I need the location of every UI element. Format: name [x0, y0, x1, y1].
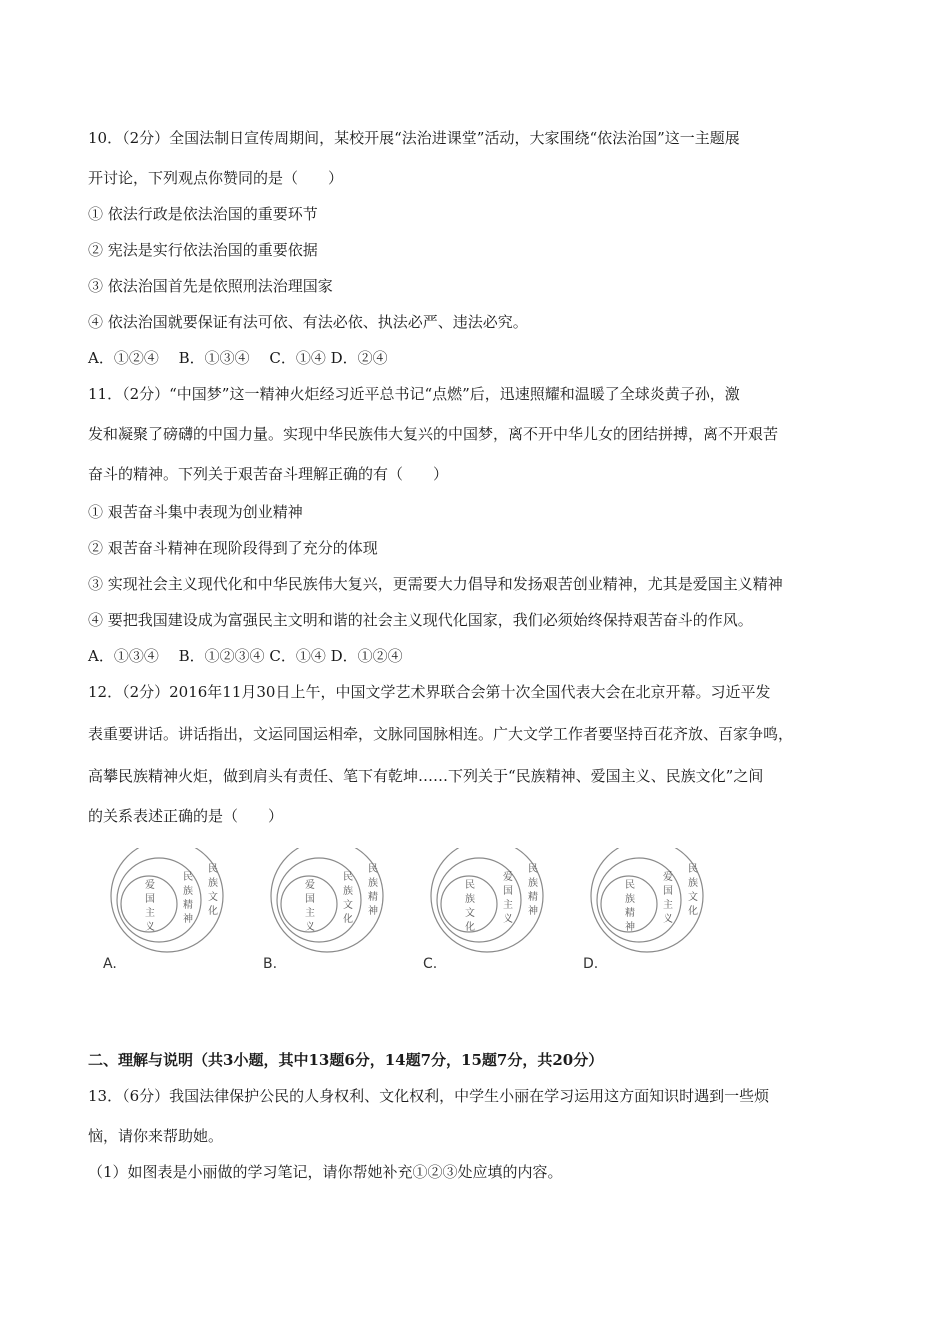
diagram-option-d [575, 848, 715, 978]
diagram-b-mid-3: 文 [343, 900, 353, 911]
diagram-c-mid-3: 主 [503, 900, 513, 911]
diagram-c-outer-3: 精 [528, 892, 538, 903]
diagram-b-inner-2: 国 [305, 894, 315, 905]
diagram-b-mid-1: 民 [343, 872, 353, 883]
diagram-a-inner-2: 国 [145, 894, 155, 905]
diagram-a-outer-2: 族 [208, 878, 218, 889]
diagram-b-mid-2: 族 [343, 886, 353, 897]
diagram-c-inner-1: 民 [465, 880, 475, 891]
diagram-b-inner-4: 义 [305, 922, 315, 933]
nested-circles-d [575, 848, 715, 958]
q10-item-4: ④ 依法治国就要保证有法可依、有法必依、执法必严、违法必究。 [88, 313, 528, 331]
q10-stem-line-2: 开讨论，下列观点你赞同的是（ ） [88, 169, 344, 187]
q11-item-3: ③ 实现社会主义现代化和中华民族伟大复兴，更需要大力倡导和发扬艰苦创业精神，尤其是爱国主义精神 [88, 575, 783, 593]
diagram-b-outer-3: 精 [368, 892, 378, 903]
q11-stem-line-1: 11．（2分）“中国梦”这一精神火炬经习近平总书记“点燃”后，迅速照耀和温暖了全球炎黄子孙，激 [88, 385, 740, 403]
q10-options: A．①②④ B．①③④ C．①④ D．②④ [88, 349, 388, 367]
diagram-a-outer-1: 民 [208, 864, 218, 875]
diagram-a-outer-4: 化 [208, 906, 218, 917]
q12-stem-line-1: 12．（2分）2016年11月30日上午，中国文学艺术界联合会第十次全国代表大会在北京开幕。习近平发 [88, 683, 771, 701]
diagram-a-inner-4: 义 [145, 922, 155, 933]
diagram-b-inner-1: 爱 [305, 880, 315, 891]
nested-circles-b [255, 848, 395, 958]
diagram-d-mid-2: 国 [663, 886, 673, 897]
diagram-d-mid-1: 爱 [663, 872, 673, 883]
diagram-d-inner-4: 神 [625, 922, 635, 933]
q11-stem-line-2: 发和凝聚了磅礴的中国力量。实现中华民族伟大复兴的中国梦，离不开中华儿女的团结拼搏，离不开艰苦 [88, 425, 779, 443]
diagram-d-outer-1: 民 [688, 864, 698, 875]
option-letter-b: B. [263, 956, 278, 972]
q13-stem-line-2: 恼，请你来帮助她。 [88, 1127, 224, 1145]
diagram-c-mid-2: 国 [503, 886, 513, 897]
diagram-d-outer-2: 族 [688, 878, 698, 889]
nested-circles-c [415, 848, 555, 958]
diagram-a-mid-1: 民 [183, 872, 193, 883]
q10-item-3: ③ 依法治国首先是依照刑法治理国家 [88, 277, 333, 295]
q11-item-2: ② 艰苦奋斗精神在现阶段得到了充分的体现 [88, 539, 378, 557]
diagram-c-mid-4: 义 [503, 914, 513, 925]
diagram-a-mid-4: 神 [183, 914, 193, 925]
q11-stem-line-3: 奋斗的精神。下列关于艰苦奋斗理解正确的有（ ） [88, 465, 449, 483]
q11-item-1: ① 艰苦奋斗集中表现为创业精神 [88, 503, 303, 521]
diagram-d-inner-2: 族 [625, 894, 635, 905]
diagram-b-outer-1: 民 [368, 864, 378, 875]
diagram-c-outer-1: 民 [528, 864, 538, 875]
diagram-a-inner-3: 主 [145, 908, 155, 919]
diagram-option-a [95, 848, 235, 978]
diagram-b-outer-2: 族 [368, 878, 378, 889]
q12-stem-line-4: 的关系表述正确的是（ ） [88, 807, 284, 825]
diagram-c-inner-3: 文 [465, 908, 475, 919]
q10-item-1: ① 依法行政是依法治国的重要环节 [88, 205, 318, 223]
diagram-d-mid-4: 义 [663, 914, 673, 925]
diagram-d-outer-4: 化 [688, 906, 698, 917]
diagram-c-inner-2: 族 [465, 894, 475, 905]
diagram-c-outer-2: 族 [528, 878, 538, 889]
diagram-a-mid-2: 族 [183, 886, 193, 897]
diagram-option-c [415, 848, 555, 978]
diagram-a-inner-1: 爱 [145, 880, 155, 891]
q11-options: A．①③④ B．①②③④ C．①④ D．①②④ [88, 647, 403, 665]
q12-diagram-options [95, 848, 735, 978]
q10-stem-line-1: 10．（2分）全国法制日宣传周期间，某校开展“法治进课堂”活动，大家围绕“依法治国”这一主题展 [88, 129, 740, 147]
diagram-c-outer-4: 神 [528, 906, 538, 917]
diagram-d-inner-1: 民 [625, 880, 635, 891]
q11-item-4: ④ 要把我国建设成为富强民主文明和谐的社会主义现代化国家，我们必须始终保持艰苦奋斗的作风。 [88, 611, 753, 629]
diagram-a-outer-3: 文 [208, 892, 218, 903]
section-2-heading: 二、理解与说明（共3小题，其中13题6分，14题7分，15题7分，共20分） [88, 1051, 604, 1069]
diagram-b-mid-4: 化 [343, 914, 353, 925]
diagram-d-mid-3: 主 [663, 900, 673, 911]
option-letter-c: C. [423, 956, 438, 972]
diagram-d-inner-3: 精 [625, 908, 635, 919]
diagram-b-outer-4: 神 [368, 906, 378, 917]
q13-sub-question-1: （1）如图表是小丽做的学习笔记，请你帮她补充①②③处应填的内容。 [88, 1163, 563, 1181]
diagram-a-mid-3: 精 [183, 900, 193, 911]
diagram-c-mid-1: 爱 [503, 872, 513, 883]
diagram-option-b [255, 848, 395, 978]
nested-circles-a [95, 848, 235, 958]
diagram-c-inner-4: 化 [465, 922, 475, 933]
option-letter-d: D. [583, 956, 599, 972]
diagram-b-inner-3: 主 [305, 908, 315, 919]
q12-stem-line-2: 表重要讲话。讲话指出，文运同国运相牵，文脉同国脉相连。广大文学工作者要坚持百花齐放、百家争鸣， [88, 725, 794, 743]
q12-stem-line-3: 高攀民族精神火炬，做到肩头有责任、笔下有乾坤……下列关于“民族精神、爱国主义、民族文化”之间 [88, 767, 764, 785]
option-letter-a: A. [103, 956, 117, 972]
q10-item-2: ② 宪法是实行依法治国的重要依据 [88, 241, 318, 259]
q13-stem-line-1: 13．（6分）我国法律保护公民的人身权利、文化权利，中学生小丽在学习运用这方面知识时遇到一些烦 [88, 1087, 770, 1105]
diagram-d-outer-3: 文 [688, 892, 698, 903]
